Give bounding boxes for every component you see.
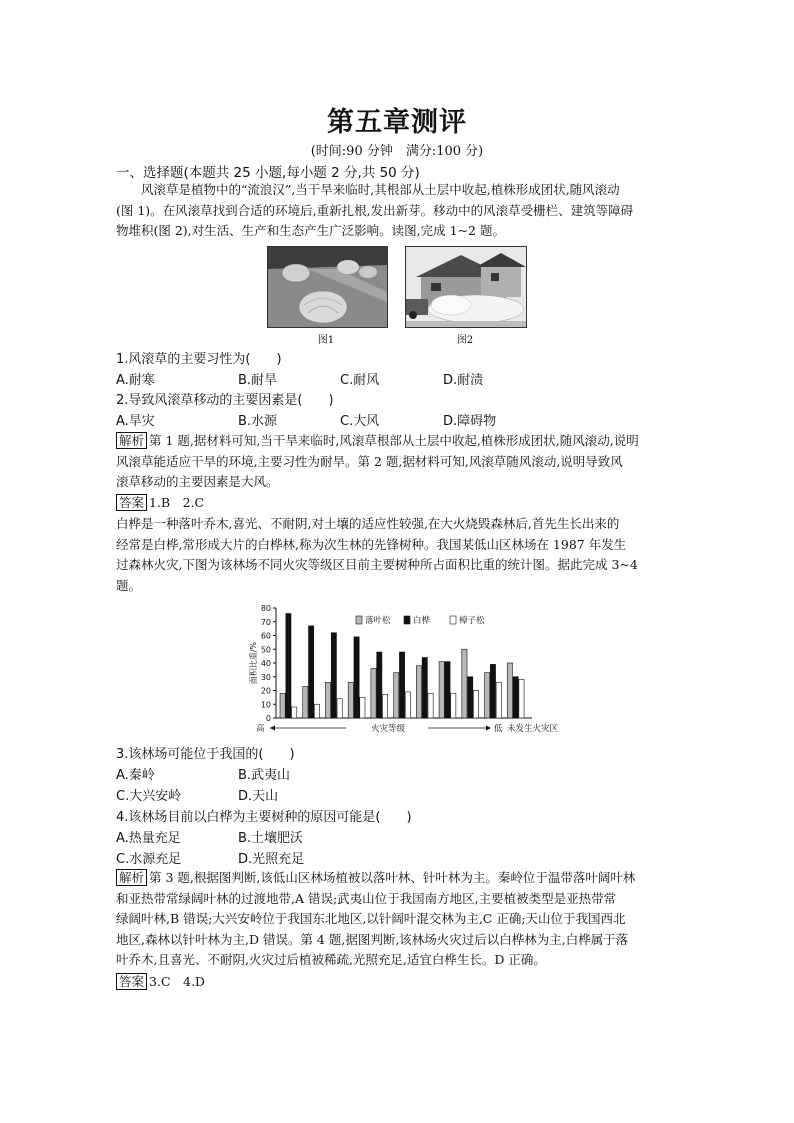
q3-option-b[interactable]: B.武夷山: [238, 768, 291, 783]
bar-樟子松: [519, 680, 524, 719]
explanation-2: [116, 868, 682, 971]
q1-option-a[interactable]: A.耐寒: [116, 373, 155, 388]
legend-swatch-白桦: [404, 616, 410, 624]
q2-option-d[interactable]: D.障碍物: [443, 414, 497, 429]
y-tick-label: 20: [260, 686, 271, 696]
text-line: 和亚热带常绿阔叶林的过渡地带,A 错误;武夷山位于我国南方地区,主要植被类型是亚热带常: [116, 890, 617, 906]
q3-option-a[interactable]: A.秦岭: [116, 768, 155, 783]
intro-paragraph-2: [116, 514, 682, 596]
text-line: 过森林火灾,下图为该林场不同火灾等级区目前主要树种所占面积比重的统计图。据此完成 3~4: [116, 557, 638, 572]
fig2-caption: 图2: [456, 335, 474, 346]
question-4-stem: 4.该林场目前以白桦为主要树种的原因可能是( ): [116, 810, 412, 825]
question-3-stem: 3.该林场可能位于我国的( ): [116, 747, 295, 762]
explanation-tag: 解析: [116, 432, 147, 449]
q4-option-d[interactable]: D.光照充足: [238, 852, 305, 867]
question-1-stem: 1.风滚草的主要习性为( ): [116, 352, 282, 367]
arrow-head-right: [486, 726, 491, 731]
y-tick-label: 60: [260, 631, 271, 641]
bar-樟子松: [451, 693, 456, 718]
text-line: 第 1 题,据材料可知,当干旱来临时,风滚草根部从土层中收起,植株形成团状,随风滚动,说明: [149, 433, 639, 448]
text-line: 地区,森林以针叶林为主,D 错误。第 4 题,据图判断,该林场火灾过后以白桦林为主,白桦属于落: [116, 931, 629, 947]
bar-白桦: [309, 626, 314, 718]
tumbleweed-photo-1: [267, 246, 388, 328]
bar-樟子松: [428, 693, 433, 718]
page-title: 第五章测评: [327, 107, 467, 138]
bar-白桦: [490, 664, 495, 718]
tree-species-bar-chart: [244, 602, 564, 740]
exam-meta: (时间:90 分钟 满分:100 分): [310, 144, 484, 159]
bar-落叶松: [280, 693, 285, 718]
bar-樟子松: [496, 682, 501, 718]
bar-白桦: [331, 633, 336, 718]
legend-label-樟子松: 樟子松: [459, 616, 485, 626]
q2-option-a[interactable]: A.旱灾: [116, 414, 155, 429]
bar-落叶松: [371, 669, 376, 719]
explanation-tag: 解析: [116, 869, 147, 886]
bar-落叶松: [394, 673, 399, 718]
q1-option-b[interactable]: B.耐旱: [238, 373, 278, 388]
intro-paragraph-1: [116, 180, 682, 242]
y-axis-label: 面积比重/%: [249, 641, 258, 685]
answer-tag: 答案: [116, 973, 147, 990]
bar-樟子松: [292, 707, 297, 718]
answer-text: 3.C 4.D: [149, 974, 205, 989]
q3-option-c[interactable]: C.大兴安岭: [116, 789, 182, 804]
bar-白桦: [445, 662, 450, 718]
bar-落叶松: [439, 662, 444, 718]
text-line: 滚草移动的主要因素是大风。: [116, 474, 279, 489]
text-line: 叶乔木,且喜光、不耐阴,火灾过后植被稀疏,光照充足,适宜白桦生长。D 正确。: [116, 952, 546, 967]
bar-樟子松: [360, 697, 365, 718]
bar-白桦: [422, 658, 427, 719]
bar-樟子松: [337, 699, 342, 718]
section-heading: 一、选择题(本题共 25 小题,每小题 2 分,共 50 分): [116, 165, 420, 181]
bar-落叶松: [348, 682, 353, 718]
text-line: 物堆积(图 2),对生活、生产和生态产生广泛影响。读图,完成 1~2 题。: [116, 223, 505, 238]
x-axis-low-label: 低: [494, 724, 503, 734]
x-axis-end-label: 未发生火灾区: [507, 724, 559, 734]
x-axis-high-label: 高: [256, 724, 265, 734]
y-tick-label: 0: [265, 714, 271, 723]
bar-白桦: [513, 677, 518, 718]
question-2-stem: 2.导致风滚草移动的主要因素是( ): [116, 393, 334, 408]
bar-落叶松: [416, 666, 421, 718]
bar-落叶松: [303, 686, 308, 718]
answer-2: [116, 972, 682, 993]
bar-白桦: [399, 652, 404, 718]
q1-option-c[interactable]: C.耐风: [340, 373, 380, 388]
q1-option-d[interactable]: D.耐渍: [443, 373, 484, 388]
bar-樟子松: [405, 692, 410, 718]
legend-swatch-落叶松: [356, 616, 362, 624]
bar-白桦: [354, 637, 359, 718]
bar-落叶松: [325, 682, 330, 718]
text-line: 第 3 题,根据图判断,该低山区林场植被以落叶林、针叶林为主。秦岭位于温带落叶阔叶林: [149, 870, 636, 885]
bar-樟子松: [314, 704, 319, 718]
arrow-head-left: [270, 726, 275, 731]
text-line: 绿阔叶林,B 错误;大兴安岭位于我国东北地区,以针阔叶混交林为主,C 正确;天山位于我国西北: [116, 911, 626, 926]
q2-option-c[interactable]: C.大风: [340, 414, 380, 429]
q2-option-b[interactable]: B.水源: [238, 414, 278, 429]
text-line: (图 1)。在风滚草找到合适的环境后,重新扎根,发出新芽。移动中的风滚草受栅栏、建筑等障碍: [116, 202, 634, 218]
bar-白桦: [377, 652, 382, 718]
q4-option-a[interactable]: A.热量充足: [116, 831, 181, 846]
bar-落叶松: [507, 663, 512, 718]
y-tick-label: 80: [260, 604, 271, 613]
bar-樟子松: [383, 695, 388, 718]
legend-swatch-樟子松: [450, 616, 456, 624]
bar-落叶松: [485, 673, 490, 718]
q4-option-b[interactable]: B.土壤肥沃: [238, 831, 304, 846]
answer-1: [116, 493, 682, 514]
answer-tag: 答案: [116, 494, 147, 511]
text-line: 风滚草是植物中的“流浪汉”,当干旱来临时,其根部从土层中收起,植株形成团状,随风滚动: [116, 182, 620, 197]
explanation-1: [116, 431, 682, 493]
answer-text: 1.B 2.C: [149, 495, 205, 510]
tumbleweed-photo-2: [405, 246, 527, 328]
text-line: 风滚草能适应干旱的环境,主要习性为耐旱。第 2 题,据材料可知,风滚草随风滚动,说明导致风: [116, 453, 623, 469]
legend-label-落叶松: 落叶松: [365, 616, 391, 626]
bar-白桦: [468, 677, 473, 718]
legend-label-白桦: 白桦: [413, 616, 431, 626]
y-tick-label: 10: [260, 700, 271, 710]
bar-白桦: [286, 614, 291, 719]
y-tick-label: 40: [260, 659, 271, 668]
y-tick-label: 70: [260, 617, 271, 627]
text-line: 经常是白桦,常形成大片的白桦林,称为次生林的先锋树种。我国某低山区林场在 1987 年发生: [116, 536, 627, 552]
q4-option-c[interactable]: C.水源充足: [116, 852, 182, 867]
text-line: 题。: [116, 577, 142, 593]
q3-option-d[interactable]: D.天山: [238, 789, 279, 804]
bar-落叶松: [462, 649, 467, 718]
x-axis-mid-label: 火灾等级: [370, 724, 406, 734]
y-tick-label: 50: [260, 645, 271, 655]
y-tick-label: 30: [260, 672, 271, 682]
fig1-caption: 图1: [317, 335, 335, 346]
bar-樟子松: [473, 691, 478, 719]
text-line: 白桦是一种落叶乔木,喜光、不耐阴,对土壤的适应性较强,在大火烧毁森林后,首先生长出来的: [116, 516, 620, 531]
